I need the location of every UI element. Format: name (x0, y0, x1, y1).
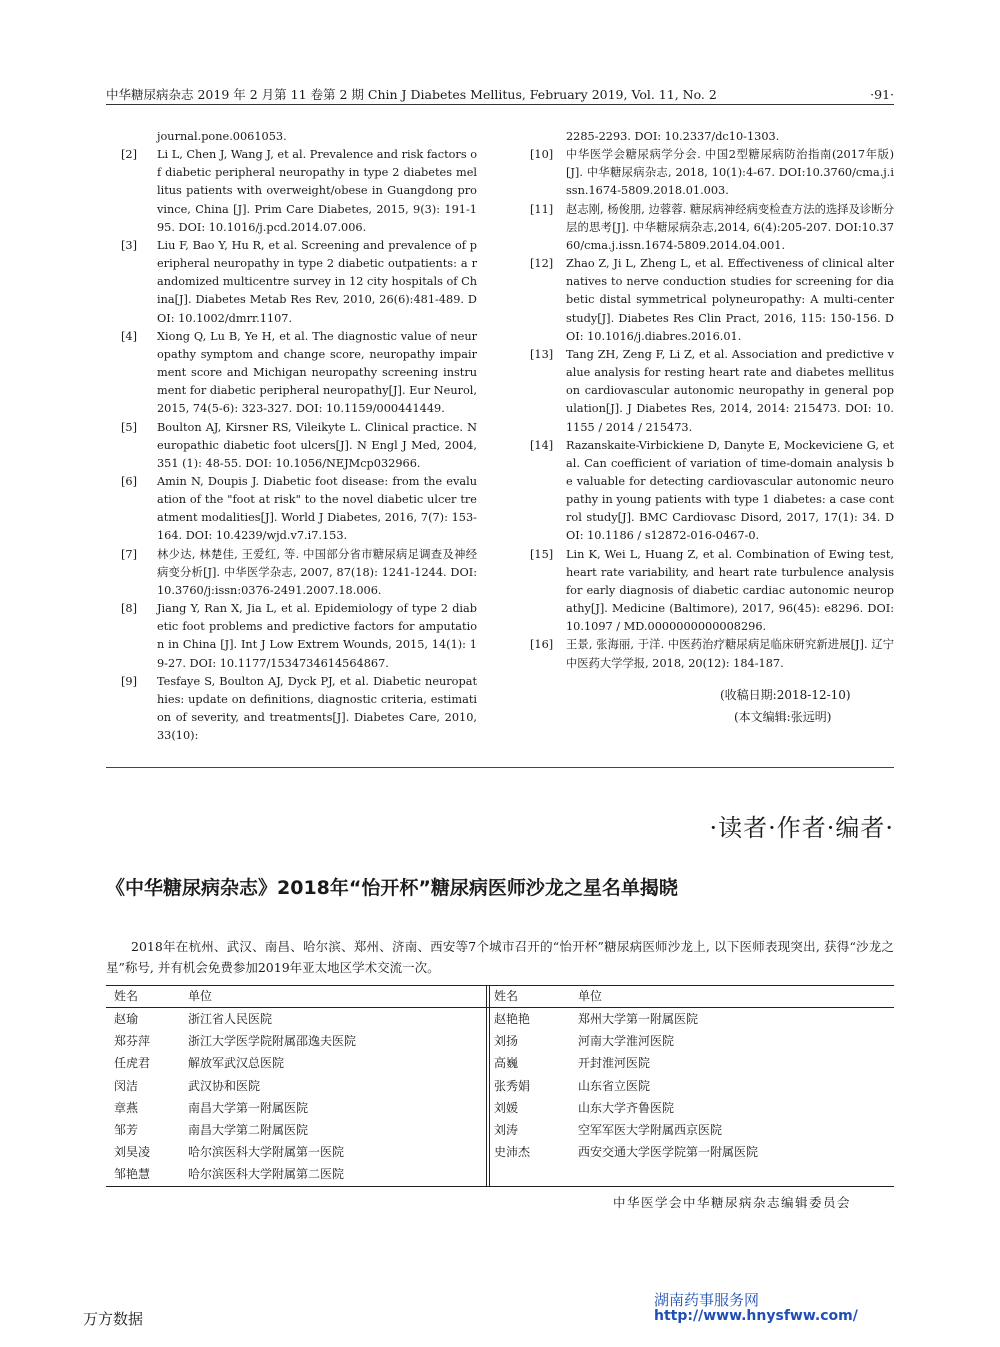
reference-text: Jiang Y, Ran X, Jia L, et al. Epidemiology of type 2 diabetic foot problems and predictive factors for amputation in China [J]. Int J Low Extrem Wounds, 2015, 14(1): 19-27. DOI: 10.1177/1534734614564867. (157, 602, 477, 670)
reference-text: Lin K, Wei L, Huang Z, et al. Combination of Ewing test, heart rate variability, and heart rate turbulence analysis for early diagnosis of diabetic cardiac autonomic neuropathy[J]. Medicine (Baltimore), 2017, 96(45): e8296. DOI: 10.1097 / MD.0000000000008296. (566, 547, 894, 634)
award-table (106, 985, 894, 1187)
reference-text: Zhao Z, Ji L, Zheng L, et al. Effectiveness of clinical alternatives to nerve conduction studies for screening for diabetic distal symmetrical polyneuropathy: A multi-center study[J]. Diabetes Res Clin Pract, 2016, 115: 150-156. DOI: 10.1016/j.diabres.2016.01. (566, 257, 894, 343)
reference-item (121, 146, 477, 237)
table-column-divider (486, 985, 487, 1186)
reference-text: 中华医学会糖尿病学分会. 中国2型糖尿病防治指南(2017年版)[J]. 中华糖尿病杂志, 2018, 10(1):4-67. DOI:10.3760/cma.j.issn.1674-5809.2018.01.003. (566, 148, 894, 198)
winner-hospital: 武汉协和医院 (188, 1078, 261, 1093)
notice-intro: 2018年在杭州、武汉、南昌、哈尔滨、郑州、济南、西安等7个城市召开的“怡开杯”糖尿病医师沙龙上, 以下医师表现突出, 获得“沙龙之星”称号, 并有机会免费参加2019年亚太地区学术交流一次。 (106, 939, 894, 975)
header-name-left: 姓名 (114, 989, 139, 1003)
winner-name: 高巍 (494, 1056, 519, 1071)
winner-hospital: 哈尔滨医科大学附属第一医院 (188, 1145, 345, 1160)
reference-item (121, 128, 477, 146)
header-unit-left: 单位 (188, 989, 213, 1003)
winner-name: 刘扬 (494, 1034, 519, 1049)
winner-name: 刘媛 (494, 1100, 519, 1115)
winner-name: 刘昊凌 (114, 1145, 151, 1160)
table-header-rule (106, 1007, 894, 1008)
winner-hospital: 哈尔滨医科大学附属第二医院 (188, 1167, 345, 1182)
winner-hospital: 空军军医大学附属西京医院 (578, 1123, 723, 1137)
reference-text: 王景, 张海丽, 于洋. 中医药治疗糖尿病足临床研究新进展[J]. 辽宁中医药大学学报, 2018, 20(12): 184-187. (566, 638, 894, 670)
reference-item (530, 146, 894, 200)
reference-item (530, 346, 894, 437)
reference-number: [8] (121, 602, 138, 616)
winner-hospital: 河南大学淮河医院 (578, 1034, 675, 1049)
references-left-column (121, 128, 477, 745)
header-name-right: 姓名 (494, 989, 519, 1003)
reference-item (121, 419, 477, 473)
signature: 中华医学会中华糖尿病杂志编辑委员会 (613, 1195, 852, 1210)
header-rule (106, 104, 894, 105)
reference-item (530, 636, 894, 672)
reference-item (121, 546, 477, 600)
reference-number: [2] (121, 148, 138, 162)
reference-item (530, 128, 894, 146)
watermark-site-url[interactable]: http://www.hnysfww.com/ (654, 1308, 858, 1324)
reference-number: [10] (530, 148, 554, 162)
winner-name: 章燕 (114, 1100, 139, 1115)
reference-number: [15] (530, 547, 554, 561)
article-editor: (本文编辑:张远明) (734, 710, 832, 724)
winner-hospital: 山东大学齐鲁医院 (578, 1100, 675, 1115)
winner-name: 刘涛 (494, 1123, 519, 1137)
page-number: ·91· (870, 87, 894, 102)
winner-hospital: 西安交通大学医学院第一附属医院 (578, 1145, 759, 1160)
winner-hospital: 解放军武汉总医院 (188, 1056, 285, 1071)
winner-hospital: 郑州大学第一附属医院 (578, 1012, 699, 1026)
reference-number: [14] (530, 438, 554, 452)
reference-text: Li L, Chen J, Wang J, et al. Prevalence and risk factors of diabetic peripheral neuropathy in type 2 diabetes mellitus patients with overweight/obese in Guangdong province, China [J]. Prim Care Diabetes, 2015, 9(3): 191-195. DOI: 10.1016/j.pcd.2014.07.006. (157, 148, 478, 234)
reference-text: Tesfaye S, Boulton AJ, Dyck PJ, et al. Diabetic neuropathies: update on definitions, diagnostic criteria, estimation of severity, and treatments[J]. Diabetes Care, 2010, 33(10): (157, 674, 477, 743)
reference-item (121, 237, 477, 328)
reference-item (121, 673, 477, 746)
winner-name: 邹芳 (114, 1123, 139, 1137)
reference-item (530, 437, 894, 546)
reference-number: [11] (530, 202, 554, 216)
journal-header: 中华糖尿病杂志 2019 年 2 月第 11 卷第 2 期 Chin J Diabetes Mellitus, February 2019, Vol. 11, No. 2 (106, 87, 717, 102)
winner-name: 任虎君 (114, 1056, 151, 1071)
reference-item (121, 473, 477, 546)
reference-number: [7] (121, 547, 138, 561)
winner-hospital: 南昌大学第二附属医院 (188, 1123, 309, 1137)
reference-number: [3] (121, 238, 138, 252)
reference-text: 赵志刚, 杨俊朋, 边蓉蓉. 糖尿病神经病变检查方法的选择及诊断分层的思考[J]. 中华糖尿病杂志,2014, 6(4):205-207. DOI:10.3760/cma.j.issn.1674-5809.2014.04.001. (566, 202, 894, 252)
reference-item (530, 201, 894, 255)
winner-name: 郑芬萍 (114, 1034, 151, 1049)
reference-number: [16] (530, 638, 554, 652)
reference-item (121, 600, 477, 673)
reference-text: Tang ZH, Zeng F, Li Z, et al. Association and predictive value analysis for resting heart rate and diabetes mellitus on cardiovascular autonomic neuropathy in general population[J]. J Diabetes Res, 2014, 2014: 215473. DOI: 10.1155 / 2014 / 215473. (566, 347, 894, 434)
reference-text: Amin N, Doupis J. Diabetic foot disease: from the evaluation of the "foot at risk" to the novel diabetic ulcer treatment modalities[J]. World J Diabetes, 2016, 7(7): 153-164. DOI: 10.4239/wjd.v7.i7.153. (157, 474, 477, 543)
header-unit-right: 单位 (578, 989, 603, 1003)
reference-item (121, 328, 477, 419)
winner-hospital: 南昌大学第一附属医院 (188, 1100, 309, 1115)
running-header (106, 86, 894, 106)
winner-name: 张秀娟 (494, 1078, 531, 1093)
reference-number: [6] (121, 474, 138, 488)
reference-text: Xiong Q, Lu B, Ye H, et al. The diagnostic value of neuropathy symptom and change score, neuropathy impairment score and Michigan neuropathy screening instrument for diabetic peripheral neuropathy[J]. Eur Neurol, 2015, 74(5-6): 323-327. DOI: 10.1159/000441449. (157, 329, 477, 416)
table-bottom-rule (106, 1186, 894, 1187)
watermark-site-name: 湖南药事服务网 (654, 1291, 760, 1309)
table-top-rule (106, 985, 894, 986)
reference-text: Razanskaite-Virbickiene D, Danyte E, Mockeviciene G, et al. Can coefficient of variation of time-domain analysis be valuable for detecting cardiovascular autonomic neuropathy in young patients with type 1 diabetes: a case control study[J]. BMC Cardiovasc Disord, 2017, 17(1): 34. DOI: 10.1186 / s12872-016-0467-0. (566, 438, 894, 543)
winner-hospital: 浙江大学医学院附属邵逸夫医院 (188, 1034, 357, 1049)
received-date: (收稿日期:2018-12-10) (720, 688, 851, 702)
reference-number: [13] (530, 347, 554, 361)
winner-hospital: 浙江省人民医院 (188, 1012, 273, 1026)
reference-text: Boulton AJ, Kirsner RS, Vileikyte L. Clinical practice. Neuropathic diabetic foot ulcers[J]. N Engl J Med, 2004, 351 (1): 48-55. DOI: 10.1056/NEJMcp032966. (157, 420, 477, 470)
winner-name: 闵洁 (114, 1078, 139, 1093)
winner-name: 赵艳艳 (494, 1012, 531, 1026)
reference-number: [12] (530, 257, 554, 271)
watermark-wanfang: 万方数据 (83, 1310, 144, 1328)
section-divider (106, 767, 894, 768)
reference-text: 2285-2293. DOI: 10.2337/dc10-1303. (566, 130, 780, 143)
table-column-divider (489, 985, 490, 1186)
winner-hospital: 开封淮河医院 (578, 1056, 651, 1071)
notice-title: 《中华糖尿病杂志》2018年“怡开杯”糖尿病医师沙龙之星名单揭晓 (106, 877, 678, 899)
winner-name: 赵瑜 (114, 1012, 139, 1026)
winner-name: 邹艳慧 (114, 1167, 151, 1182)
winner-name: 史沛杰 (494, 1145, 531, 1160)
section-label: ·读者·作者·编者· (709, 814, 894, 842)
reference-text: Liu F, Bao Y, Hu R, et al. Screening and prevalence of peripheral neuropathy in type 2 diabetic outpatients: a randomized multicentre survey in 12 city hospitals of China[J]. Diabetes Metab Res Rev, 2010, 26(6):481-489. DOI: 10.1002/dmrr.1107. (157, 238, 477, 325)
reference-number: [5] (121, 420, 138, 434)
reference-number: [9] (121, 674, 138, 688)
reference-number: [4] (121, 329, 138, 343)
references-right-column (530, 128, 894, 673)
winner-hospital: 山东省立医院 (578, 1078, 651, 1093)
reference-item (530, 255, 894, 346)
reference-text: journal.pone.0061053. (157, 130, 287, 143)
reference-item (530, 546, 894, 637)
reference-text: 林少达, 林楚佳, 王爱红, 等. 中国部分省市糖尿病足调查及神经病变分析[J]. 中华医学杂志, 2007, 87(18): 1241-1244. DOI:10.3760/j:issn:0376-2491.2007.18.006. (157, 547, 477, 597)
